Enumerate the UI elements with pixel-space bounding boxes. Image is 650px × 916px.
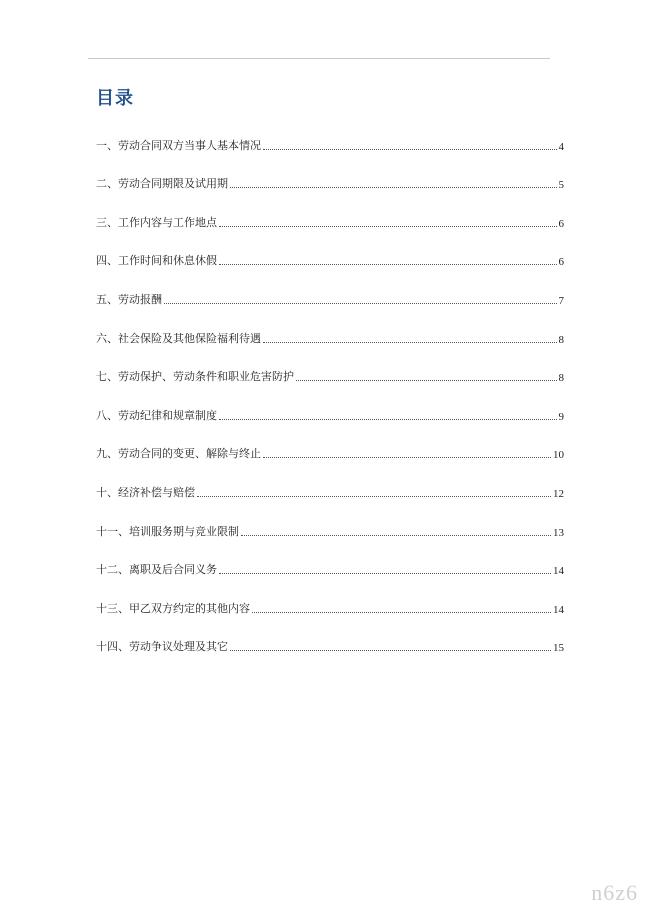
- toc-entry-page: 8: [558, 333, 564, 346]
- toc-entry-label: 十、经济补偿与赔偿: [96, 485, 195, 499]
- dot-leader: [219, 419, 557, 420]
- toc-entry-page: 7: [558, 294, 564, 307]
- toc-entry-label: 十四、劳动争议处理及其它: [96, 640, 228, 654]
- dot-leader: [263, 149, 557, 150]
- dot-leader: [219, 226, 557, 227]
- toc-entry[interactable]: [96, 512, 564, 551]
- toc-entry[interactable]: [96, 165, 564, 204]
- toc-entry-label: 九、劳动合同的变更、解除与终止: [96, 447, 261, 461]
- toc-entry-page: 9: [558, 410, 564, 423]
- toc-entry[interactable]: [96, 126, 564, 165]
- toc-entry[interactable]: [96, 203, 564, 242]
- toc-entry-page: 10: [553, 449, 564, 462]
- toc-entry-label: 三、工作内容与工作地点: [96, 215, 217, 229]
- toc-entry-page: 6: [558, 217, 564, 230]
- toc-entry-label: 十三、甲乙双方约定的其他内容: [96, 601, 250, 615]
- toc-entry-label: 八、劳动纪律和规章制度: [96, 408, 217, 422]
- toc-entry-page: 12: [553, 487, 564, 500]
- toc-entry[interactable]: [96, 473, 564, 512]
- toc-entry-label: 六、社会保险及其他保险福利待遇: [96, 331, 261, 345]
- toc-entry[interactable]: [96, 242, 564, 281]
- dot-leader: [263, 457, 551, 458]
- toc-entry-page: 8: [558, 372, 564, 385]
- toc-entry-page: 14: [553, 603, 564, 616]
- header-rule: [88, 58, 550, 59]
- dot-leader: [230, 187, 557, 188]
- toc-entry-label: 一、劳动合同双方当事人基本情况: [96, 138, 261, 152]
- toc-entry[interactable]: [96, 358, 564, 397]
- dot-leader: [296, 380, 557, 381]
- toc-entry-page: 13: [553, 526, 564, 539]
- dot-leader: [241, 535, 551, 536]
- toc-entry-label: 二、劳动合同期限及试用期: [96, 177, 228, 191]
- toc-entry[interactable]: [96, 435, 564, 474]
- toc-entry[interactable]: [96, 589, 564, 628]
- toc-title: 目录: [96, 88, 134, 109]
- dot-leader: [219, 573, 551, 574]
- watermark: n6z6: [591, 880, 638, 905]
- dot-leader: [263, 342, 557, 343]
- toc-entry-page: 5: [558, 179, 564, 192]
- dot-leader: [164, 303, 557, 304]
- toc-entry-label: 四、工作时间和休息休假: [96, 254, 217, 268]
- toc-entry-page: 14: [553, 565, 564, 578]
- dot-leader: [230, 650, 551, 651]
- toc-entry[interactable]: [96, 396, 564, 435]
- toc-entry[interactable]: [96, 628, 564, 667]
- dot-leader: [252, 612, 551, 613]
- toc-entry[interactable]: [96, 280, 564, 319]
- dot-leader: [197, 496, 551, 497]
- toc-list: [96, 126, 564, 666]
- dot-leader: [219, 264, 557, 265]
- toc-entry[interactable]: [96, 551, 564, 590]
- toc-entry[interactable]: [96, 319, 564, 358]
- toc-entry-page: 4: [558, 140, 564, 153]
- toc-entry-label: 五、劳动报酬: [96, 292, 162, 306]
- toc-entry-label: 七、劳动保护、劳动条件和职业危害防护: [96, 370, 294, 384]
- toc-entry-label: 十一、培训服务期与竞业限制: [96, 524, 239, 538]
- toc-entry-label: 十二、离职及后合同义务: [96, 563, 217, 577]
- toc-entry-page: 6: [558, 256, 564, 269]
- toc-entry-page: 15: [553, 642, 564, 655]
